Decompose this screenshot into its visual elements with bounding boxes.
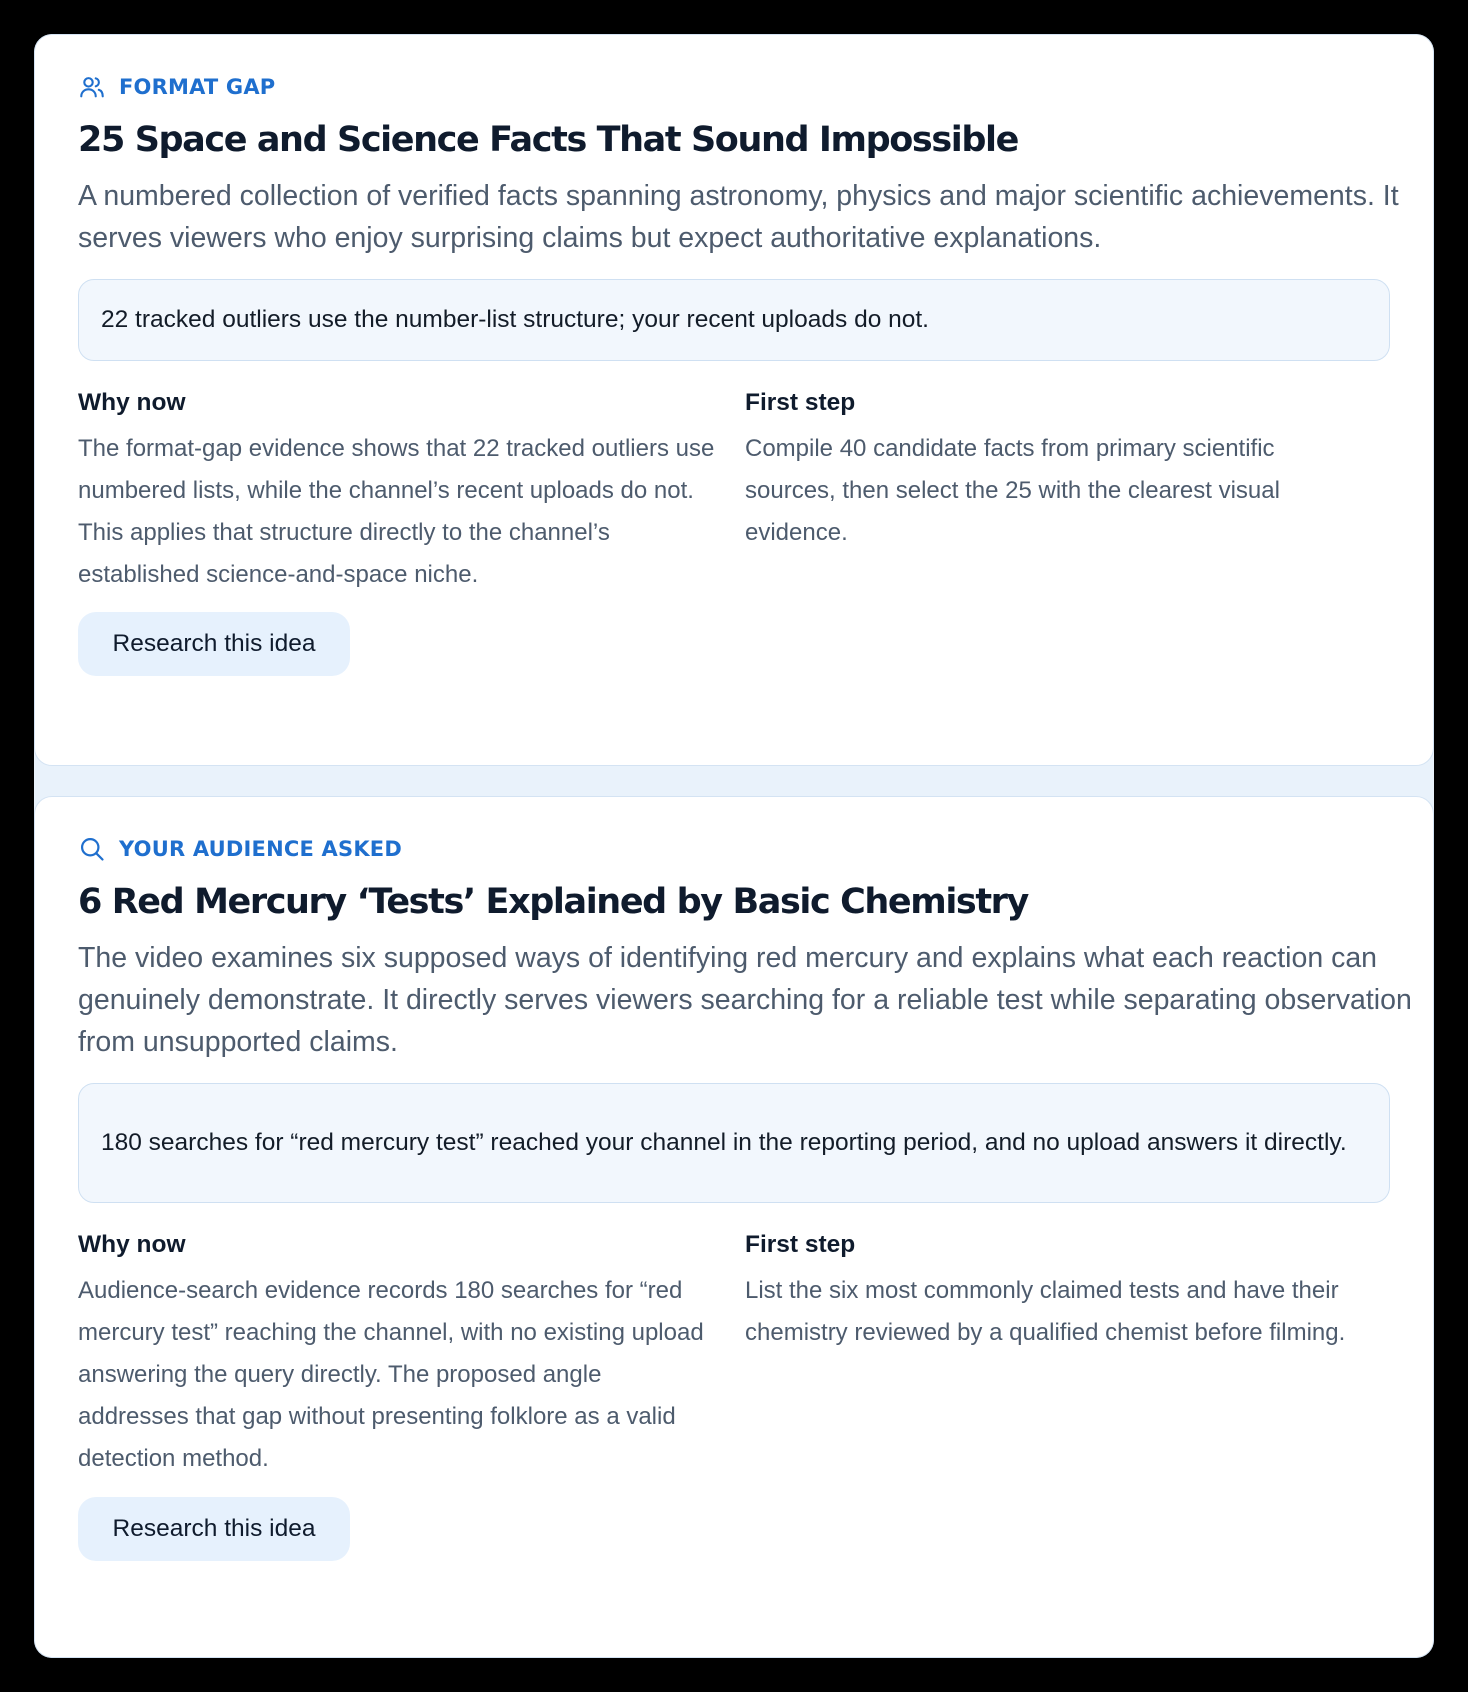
why-now-section <box>78 1229 718 1480</box>
first-step-heading: First step <box>745 1231 856 1258</box>
first-step-text: List the six most commonly claimed tests and have their chemistry reviewed by a qualified chemist before filming. <box>745 1277 1346 1346</box>
idea-category <box>78 73 275 101</box>
idea-category <box>78 835 402 863</box>
ideas-panel <box>34 34 1434 1658</box>
search-icon <box>78 835 106 863</box>
idea-category-label: YOUR AUDIENCE ASKED <box>119 837 402 861</box>
evidence-text: 180 searches for “red mercury test” reached your channel in the reporting period, and no upload answers it directly. <box>101 1129 1347 1156</box>
first-step-section <box>745 1229 1385 1354</box>
idea-category-label: FORMAT GAP <box>119 75 276 99</box>
evidence-text: 22 tracked outliers use the number-list structure; your recent uploads do not. <box>101 306 929 333</box>
idea-title: 6 Red Mercury ‘Tests’ Explained by Basic Chemistry <box>78 882 1028 922</box>
idea-card <box>34 796 1434 1658</box>
evidence-box <box>78 279 1390 361</box>
first-step-text: Compile 40 candidate facts from primary scientific sources, then select the 25 with the clearest visual evidence. <box>745 435 1280 546</box>
evidence-box <box>78 1083 1390 1203</box>
why-now-heading: Why now <box>78 1231 186 1258</box>
why-now-section <box>78 387 718 596</box>
why-now-heading: Why now <box>78 389 186 416</box>
idea-summary: A numbered collection of verified facts spanning astronomy, physics and major scientific achievements. It serves viewers who enjoy surprising claims but expect authoritative explanations. <box>78 180 1399 254</box>
first-step-heading: First step <box>745 389 856 416</box>
research-idea-button[interactable]: Research this idea <box>78 1497 350 1561</box>
idea-summary: The video examines six supposed ways of identifying red mercury and explains what each reaction can genuinely demonstrate. It directly serves viewers searching for a reliable test while separating observation from unsupported claims. <box>78 942 1412 1058</box>
research-idea-button[interactable]: Research this idea <box>78 612 350 676</box>
why-now-text: Audience-search evidence records 180 searches for “red mercury test” reaching the channel, with no existing upload answering the query directly. The proposed angle addresses that gap without presenting folklore as a valid detection method. <box>78 1277 704 1472</box>
first-step-section <box>745 387 1365 554</box>
idea-title: 25 Space and Science Facts That Sound Impossible <box>78 120 1018 160</box>
idea-card <box>34 34 1434 766</box>
why-now-text: The format-gap evidence shows that 22 tracked outliers use numbered lists, while the channel’s recent uploads do not. This applies that structure directly to the channel’s established science-and-space niche. <box>78 435 715 588</box>
users-icon <box>78 73 106 101</box>
